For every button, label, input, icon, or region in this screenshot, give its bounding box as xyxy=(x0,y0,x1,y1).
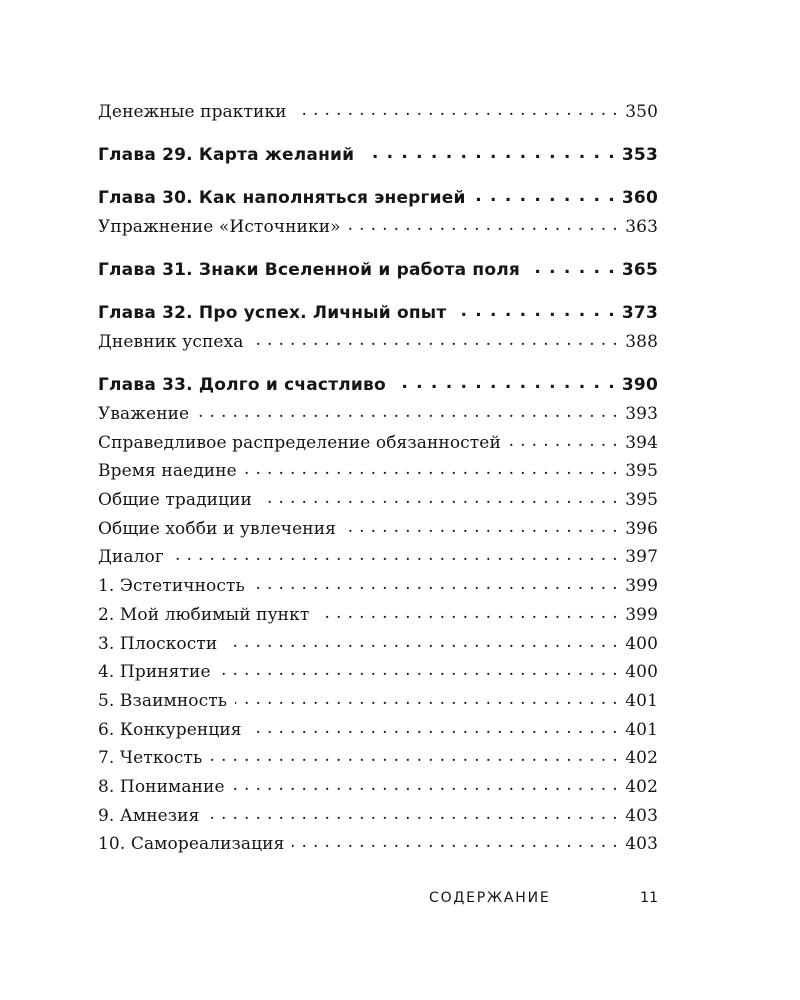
dot-leader xyxy=(225,632,618,649)
toc-entry-page: 394 xyxy=(625,432,658,453)
toc-entry xyxy=(98,689,658,718)
toc-entry-title: 3. Плоскости xyxy=(98,633,218,654)
toc-entry xyxy=(98,804,658,833)
toc-entry-page: 360 xyxy=(621,188,658,209)
toc-entry-title: Глава 32. Про успех. Личный опыт xyxy=(98,303,447,324)
dot-leader xyxy=(172,545,618,562)
toc-entry xyxy=(98,100,658,129)
toc-entry-title: Упражнение «Источники» xyxy=(98,217,341,238)
dot-leader xyxy=(317,603,618,620)
toc-entry-title: Диалог xyxy=(98,547,164,568)
dot-leader xyxy=(260,488,618,505)
dot-leader xyxy=(474,186,616,203)
toc-entry-page: 395 xyxy=(625,490,658,511)
toc-entry-page: 350 xyxy=(625,102,658,122)
dot-leader xyxy=(344,517,618,534)
toc-entry xyxy=(98,574,658,603)
dot-leader xyxy=(197,402,618,419)
toc-entry-page: 373 xyxy=(621,303,658,324)
toc-entry-title: Глава 29. Карта желаний xyxy=(98,145,355,166)
toc-entry-page: 353 xyxy=(621,145,658,166)
toc-chapter xyxy=(98,373,658,402)
dot-leader xyxy=(454,301,615,318)
toc-entry xyxy=(98,459,658,488)
toc-entry-title: Глава 31. Знаки Вселенной и работа поля xyxy=(98,260,521,281)
dot-leader xyxy=(207,804,618,821)
toc-entry-page: 403 xyxy=(625,805,658,826)
toc-entry xyxy=(98,746,658,775)
toc-entry-title: 9. Амнезия xyxy=(98,805,200,826)
dot-leader xyxy=(362,143,616,160)
dot-leader xyxy=(295,100,618,117)
dot-leader xyxy=(210,746,618,763)
dot-leader xyxy=(509,431,618,448)
toc-entry xyxy=(98,545,658,574)
toc-entry-title: 10. Самореализация xyxy=(98,834,285,855)
dot-leader xyxy=(394,373,616,390)
page-footer xyxy=(0,890,800,914)
toc-entry-page: 401 xyxy=(625,690,658,711)
toc-entry-page: 403 xyxy=(625,834,658,855)
toc-entry-title: 6. Конкуренция xyxy=(98,719,242,740)
toc-entry-title: Глава 30. Как наполняться энергией xyxy=(98,188,466,209)
toc-entry-title: Справедливое распределение обязанностей xyxy=(98,432,501,453)
toc-entry xyxy=(98,718,658,747)
toc-entry-page: 399 xyxy=(625,604,658,625)
toc-entry xyxy=(98,402,658,431)
toc-entry xyxy=(98,660,658,689)
toc-entry-title: Общие хобби и увлечения xyxy=(98,518,336,539)
toc-entry-title: 7. Четкость xyxy=(98,748,203,769)
toc-entry xyxy=(98,632,658,661)
toc-entry-page: 388 xyxy=(625,332,658,353)
toc-entry xyxy=(98,517,658,546)
toc-entry-page: 400 xyxy=(625,662,658,683)
toc-chapter xyxy=(98,143,658,172)
toc-entry-page: 401 xyxy=(625,719,658,740)
toc-entry-title: 1. Эстетичность xyxy=(98,576,245,597)
toc-entry-title: Время наедине xyxy=(98,461,237,482)
toc-entry-title: Глава 33. Долго и счастливо xyxy=(98,375,386,396)
toc-entry-page: 396 xyxy=(625,518,658,539)
toc-entry-title: 2. Мой любимый пункт xyxy=(98,604,310,625)
dot-leader xyxy=(252,330,618,347)
dot-leader xyxy=(233,775,618,792)
dot-leader xyxy=(245,459,618,476)
toc-entry-page: 390 xyxy=(621,375,658,396)
dot-leader xyxy=(250,718,618,735)
toc-entry-page: 402 xyxy=(625,748,658,769)
toc-entry xyxy=(98,775,658,804)
toc-entry xyxy=(98,330,658,359)
toc-entry-page: 400 xyxy=(625,633,658,654)
toc-entry-page: 395 xyxy=(625,461,658,482)
dot-leader xyxy=(235,689,618,706)
toc-entry-title: 4. Принятие xyxy=(98,662,211,683)
dot-leader xyxy=(219,660,618,677)
dot-leader xyxy=(349,215,618,232)
toc-entry xyxy=(98,832,658,861)
toc-entry xyxy=(98,603,658,632)
toc-entry-title: 5. Взаимность xyxy=(98,690,228,711)
toc-chapter xyxy=(98,258,658,287)
dot-leader xyxy=(253,574,618,591)
toc-chapter xyxy=(98,186,658,215)
toc-entry-page: 399 xyxy=(625,576,658,597)
toc-entry-page: 397 xyxy=(625,547,658,568)
toc-entry-title: Денежные практики xyxy=(98,102,287,122)
table-of-contents xyxy=(98,100,658,861)
toc-entry-page: 393 xyxy=(625,404,658,424)
page-number: 11 xyxy=(640,890,658,906)
running-header-section: СОДЕРЖАНИЕ xyxy=(429,890,551,906)
toc-entry xyxy=(98,215,658,244)
toc-entry-title: 8. Понимание xyxy=(98,776,225,797)
toc-entry-title: Дневник успеха xyxy=(98,332,244,353)
toc-entry xyxy=(98,431,658,460)
toc-entry-page: 365 xyxy=(621,260,658,281)
toc-entry-page: 402 xyxy=(625,776,658,797)
dot-leader xyxy=(292,832,618,849)
toc-entry xyxy=(98,488,658,517)
toc-entry-title: Общие традиции xyxy=(98,490,252,511)
toc-chapter xyxy=(98,301,658,330)
dot-leader xyxy=(528,258,616,275)
toc-entry-title: Уважение xyxy=(98,404,190,424)
toc-entry-page: 363 xyxy=(625,217,658,238)
